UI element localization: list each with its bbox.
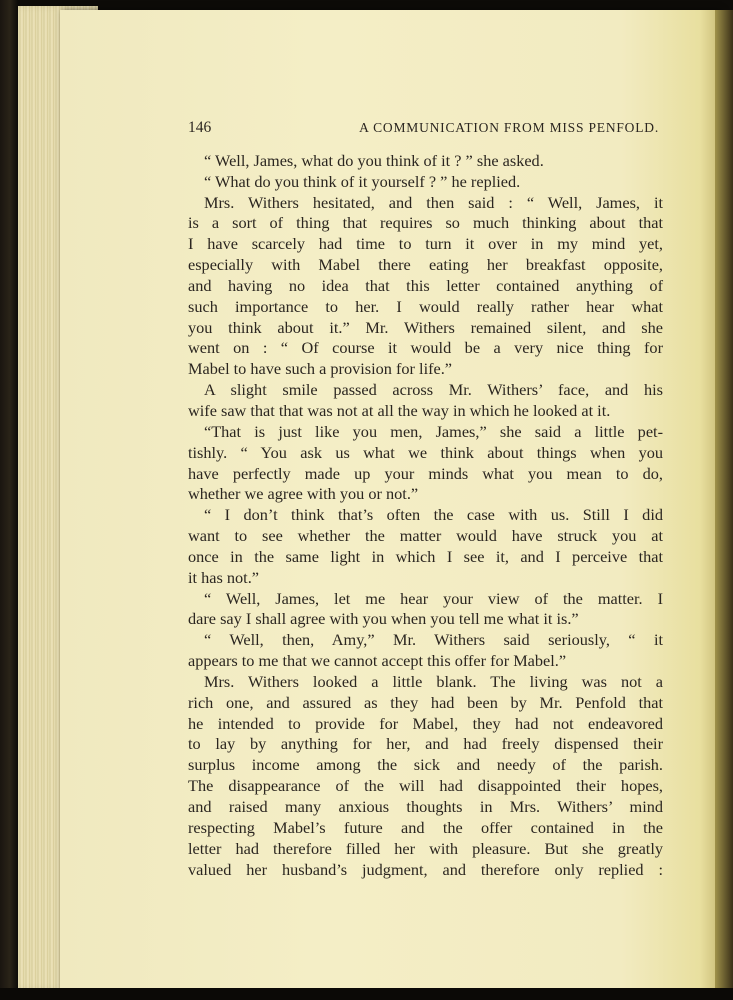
text-line: rich one, and assured as they had been by Mr. Penfold that [188, 692, 663, 712]
text-line: it has not.” [188, 567, 259, 587]
text-line: I have scarcely had time to turn it over in my mind yet, [188, 234, 663, 254]
text-line: have perfectly made up your minds what you mean to do, [188, 463, 663, 483]
text-line: you think about it.” Mr. Withers remained silent, and she [188, 317, 663, 337]
page-number: 146 [188, 119, 212, 136]
text-line: A slight smile passed across Mr. Withers’ face, and his [204, 380, 663, 400]
text-line: surplus income among the sick and needy of the parish. [188, 755, 663, 775]
text-line: dare say I shall agree with you when you tell me what it is.” [188, 609, 579, 629]
text-line: such importance to her. I would really rather hear what [188, 296, 663, 316]
text-line: wife saw that that was not at all the way in which he looked at it. [188, 400, 611, 420]
running-head [188, 118, 663, 139]
text-line: The disappearance of the will had disappointed their hopes, [188, 776, 663, 796]
text-line: whether we agree with you or not.” [188, 484, 419, 504]
text-line: “That is just like you men, James,” she said a little pet- [204, 421, 663, 441]
text-line: tishly. “ You ask us what we think about things when you [188, 442, 663, 462]
text-line: letter had therefore filled her with pleasure. But she greatly [188, 838, 663, 858]
text-line: want to see whether the matter would have struck you at [188, 526, 663, 546]
text-line: Mrs. Withers hesitated, and then said : “ Well, James, it [204, 192, 663, 212]
text-line: and having no idea that this letter contained anything of [188, 275, 663, 295]
text-line: “ Well, James, what do you think of it ? ” she asked. [204, 150, 544, 170]
text-line: respecting Mabel’s future and the offer contained in the [188, 817, 663, 837]
text-line: “ Well, then, Amy,” Mr. Withers said seriously, “ it [204, 630, 663, 650]
page-text-block [188, 118, 663, 880]
text-line: “ Well, James, let me hear your view of the matter. I [204, 588, 663, 608]
page-gutter-shadow [715, 10, 733, 990]
body-text [188, 151, 663, 881]
text-line: and raised many anxious thoughts in Mrs. Withers’ mind [188, 797, 663, 816]
text-line: to lay by anything for her, and had freely dispensed their [188, 734, 663, 754]
bottom-edge [0, 988, 733, 1000]
text-line: Mrs. Withers looked a little blank. The living was not a [204, 671, 663, 691]
text-line: is a sort of thing that requires so much thinking about that [188, 213, 663, 233]
text-line: especially with Mabel there eating her breakfast opposite, [188, 255, 663, 275]
text-line: once in the same light in which I see it, and I perceive that [188, 546, 663, 566]
text-line: appears to me that we cannot accept this offer for Mabel.” [188, 651, 567, 671]
text-line: “ What do you think of it yourself ? ” he replied. [204, 171, 521, 191]
text-line: went on : “ Of course it would be a very nice thing for [188, 338, 663, 358]
text-line: Mabel to have such a provision for life.” [188, 359, 453, 379]
text-line: valued her husband’s judgment, and therefore only replied : [188, 859, 663, 879]
text-line: “ I don’t think that’s often the case with us. Still I did [204, 505, 663, 525]
text-line: he intended to provide for Mabel, they had not endeavored [188, 713, 663, 733]
running-title: A COMMUNICATION FROM MISS PENFOLD. [359, 120, 659, 135]
